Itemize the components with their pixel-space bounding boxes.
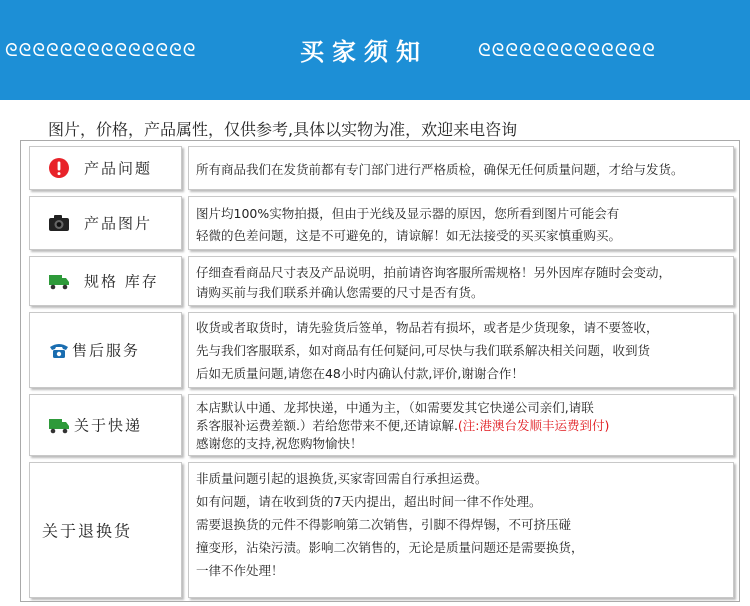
section-content bbox=[188, 146, 734, 190]
section-content bbox=[188, 462, 734, 598]
section-label: 售后服务 bbox=[72, 341, 141, 360]
section-label-box bbox=[29, 146, 182, 190]
section-label: 规格 库存 bbox=[84, 272, 159, 291]
content-line: 撞变形，沾染污渍。影响二次销售的，无论是质量问题还是需要换货， bbox=[196, 540, 584, 555]
right-decoration: ᘓᘓᘓᘓᘓᘓᘓᘓᘓᘓᘓᘓᘓ bbox=[478, 40, 656, 61]
section-product-images bbox=[20, 196, 738, 250]
content-line: 图片均100%实物拍摄，但由于光线及显示器的原因，您所看到图片可能会有 bbox=[196, 206, 620, 221]
shipping-note: (注:港澳台发顺丰运费到付) bbox=[457, 418, 610, 433]
phone-icon bbox=[48, 339, 70, 361]
section-content bbox=[188, 196, 734, 250]
section-shipping bbox=[20, 394, 738, 456]
content-line: 请购买前与我们联系并确认您需要的尺寸是否有货。 bbox=[196, 285, 484, 300]
content-line bbox=[196, 416, 609, 434]
truck-icon bbox=[48, 414, 70, 436]
section-content bbox=[188, 256, 734, 306]
content-line: 轻微的色差问题，这是不可避免的，请谅解！如无法接受的买买家慎重购买。 bbox=[196, 228, 622, 243]
section-label: 产品问题 bbox=[84, 159, 153, 178]
content-line: 先与我们客服联系，如对商品有任何疑问,可尽快与我们联系解决相关问题，收到货 bbox=[196, 343, 650, 358]
header-banner bbox=[0, 0, 750, 100]
content-line: 感谢您的支持,祝您购物愉快！ bbox=[196, 436, 363, 451]
camera-icon bbox=[48, 212, 70, 234]
left-decoration: ᘓᘓᘓᘓᘓᘓᘓᘓᘓᘓᘓᘓᘓᘓ bbox=[5, 40, 197, 61]
section-label-box bbox=[29, 462, 182, 598]
section-label-box bbox=[29, 394, 182, 456]
section-label-box bbox=[29, 312, 182, 388]
content-text: 系客服补运费差额.）若给您带来不便,还请谅解. bbox=[196, 418, 458, 433]
content-line: 所有商品我们在发货前都有专门部门进行严格质检，确保无任何质量问题，才给与发货。 bbox=[196, 162, 684, 177]
truck-icon bbox=[48, 270, 70, 292]
section-label: 关于退换货 bbox=[42, 521, 133, 541]
section-returns bbox=[20, 462, 738, 598]
content-line: 收货或者取货时，请先验货后签单，物品若有损坏，或者是少货现象，请不要签收， bbox=[196, 320, 659, 335]
section-product-issues bbox=[20, 146, 738, 190]
section-label: 关于快递 bbox=[74, 416, 143, 435]
section-label: 产品图片 bbox=[84, 214, 153, 233]
section-label-box bbox=[29, 256, 182, 306]
page-title: 买家须知 bbox=[300, 38, 428, 66]
content-line: 一律不作处理！ bbox=[196, 563, 284, 578]
content-line: 仔细查看商品尺寸表及产品说明，拍前请咨询客服所需规格！另外因库存随时会变动， bbox=[196, 265, 672, 280]
section-content bbox=[188, 312, 734, 388]
warning-icon bbox=[48, 157, 70, 179]
intro-text: 图片，价格，产品属性，仅供参考,具体以实物为准，欢迎来电咨询 bbox=[48, 120, 518, 139]
section-after-sales bbox=[20, 312, 738, 388]
section-specs-stock bbox=[20, 256, 738, 306]
content-line: 后如无质量问题,请您在48小时内确认付款,评价,谢谢合作！ bbox=[196, 366, 524, 381]
content-line: 如有问题，请在收到货的7天内提出，超出时间一律不作处理。 bbox=[196, 494, 542, 509]
section-label-box bbox=[29, 196, 182, 250]
content-line: 非质量问题引起的退换货,买家寄回需自行承担运费。 bbox=[196, 471, 488, 486]
content-line: 本店默认中通、龙邦快递，中通为主，（如需要发其它快递公司亲们,请联 bbox=[196, 400, 594, 415]
section-content bbox=[188, 394, 734, 456]
content-line: 需要退换货的元件不得影响第二次销售，引脚不得焊锡，不可挤压碰 bbox=[196, 517, 572, 532]
